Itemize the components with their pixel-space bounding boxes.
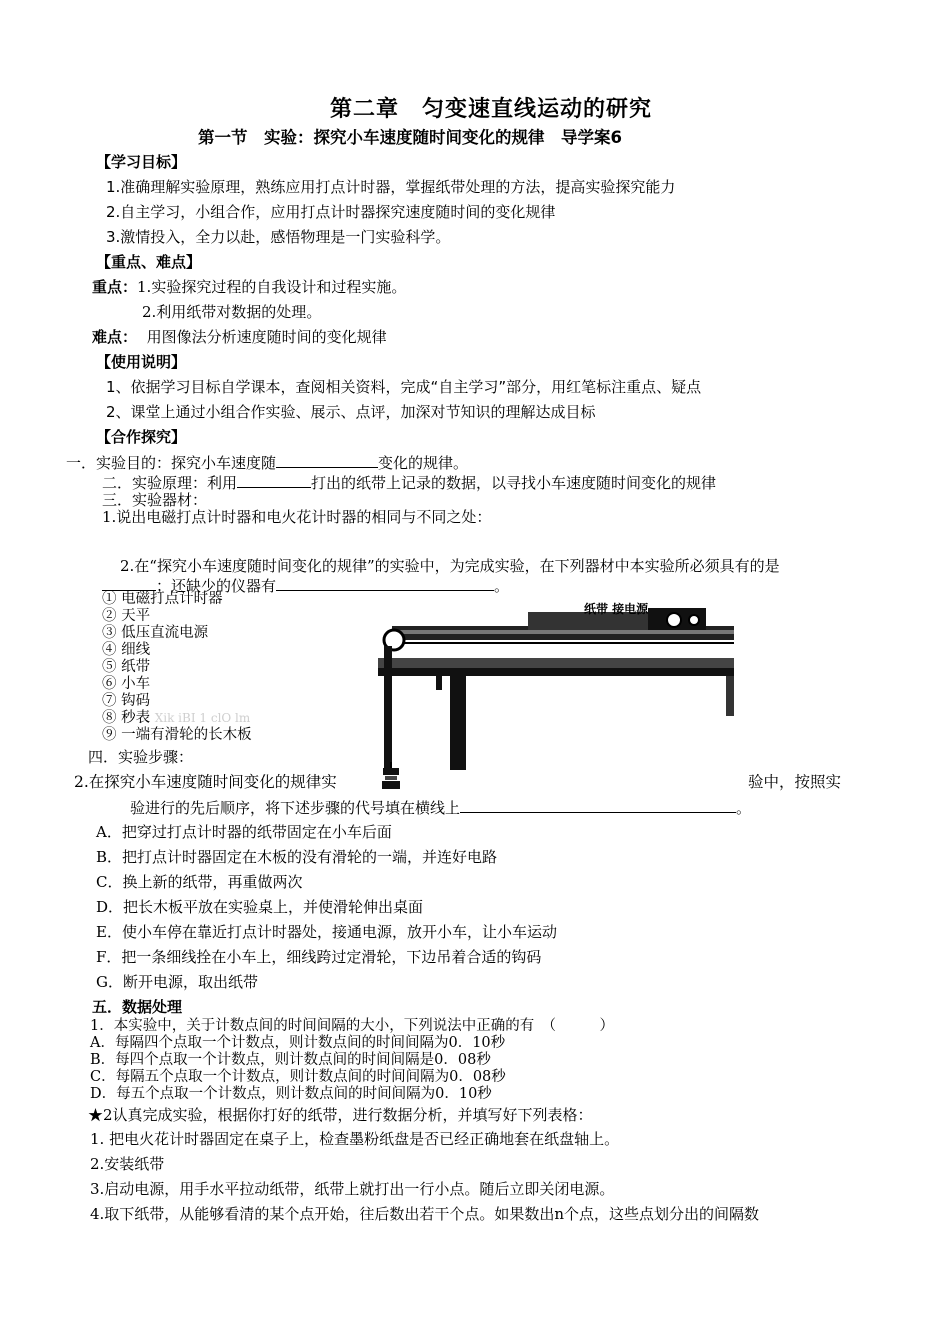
- equipment-item: ① 电磁打点计时器: [102, 591, 223, 607]
- data-option-d: D．每五个点取一个计数点，则计数点间的时间间隔为0．10秒: [90, 1086, 492, 1102]
- usage-heading: 【使用说明】: [96, 353, 187, 371]
- keypoints-heading: 【重点、难点】: [96, 253, 202, 271]
- principle-line: 二．实验原理：利用 打出的纸带上记录的数据，以寻找小车速度随时间变化的规律: [102, 474, 717, 492]
- equipment-item: ⑦ 钩码: [102, 693, 151, 709]
- step-item: D．把长木板平放在实验桌上，并使滑轮伸出桌面: [96, 898, 424, 916]
- chapter-title: 第二章 匀变速直线运动的研究: [330, 97, 653, 122]
- figure-label: 纸带 接电源: [584, 602, 649, 616]
- goal-item: 3.激情投入，全力以赴，感悟物理是一门实验科学。: [106, 228, 451, 246]
- equipment-heading: 三．实验器材：: [102, 491, 208, 509]
- steps-heading: 四．实验步骤：: [88, 748, 194, 766]
- steps-intro-line2: 验进行的先后顺序，将下述步骤的代号填在横线上 。: [130, 799, 752, 817]
- data-question-1: 1．本实验中，关于计数点间的时间间隔的大小，下列说法中正确的有 （ ）: [90, 1018, 614, 1034]
- goals-heading: 【学习目标】: [96, 153, 187, 171]
- hard-text: 用图像法分析速度随时间的变化规律: [146, 328, 387, 346]
- step-item: B．把打点计时器固定在木板的没有滑轮的一端，并连好电路: [96, 848, 498, 866]
- key-item: 2.利用纸带对数据的处理。: [142, 303, 322, 321]
- section-title: 第一节 实验：探究小车速度随时间变化的规律 导学案6: [198, 128, 622, 147]
- step-item: E．使小车停在靠近打点计时器处，接通电源，放开小车，让小车运动: [96, 923, 557, 941]
- usage-item: 2、课堂上通过小组合作实验、展示、点评，加深对节知识的理解达成目标: [106, 403, 596, 421]
- hard-label: 难点：: [92, 328, 138, 346]
- data-option-a: A．每隔四个点取一个计数点，则计数点间的时间间隔为0．10秒: [90, 1035, 506, 1051]
- apparatus-drawing: [378, 598, 734, 770]
- data-heading: 五．数据处理: [92, 998, 183, 1016]
- explore-heading: 【合作探究】: [96, 428, 187, 446]
- procedure-step: 3.启动电源，用手水平拉动纸带，纸带上就打出一行小点。随后立即关闭电源。: [90, 1180, 615, 1198]
- goal-item: 2.自主学习，小组合作，应用打点计时器探究速度随时间的变化规律: [106, 203, 556, 221]
- apparatus-figure: [378, 598, 734, 770]
- steps-order-blank[interactable]: [460, 798, 736, 813]
- goal-item: 1.准确理解实验原理，熟练应用打点计时器，掌握纸带处理的方法，提高实验探究能力: [106, 178, 676, 196]
- purpose-blank[interactable]: [276, 453, 378, 468]
- faint-text: Xik iBI 1 clO lm: [154, 711, 251, 725]
- missing-equipment-blank[interactable]: [276, 576, 494, 591]
- procedure-step: 1. 把电火花计时器固定在桌子上，检查墨粉纸盘是否已经正确地套在纸盘轴上。: [90, 1130, 620, 1148]
- procedure-step: 2.安装纸带: [90, 1155, 165, 1173]
- usage-item: 1、依据学习目标自学课本，查阅相关资料，完成“自主学习”部分，用红笔标注重点、疑点: [106, 378, 702, 396]
- data-option-c: C．每隔五个点取一个计数点，则计数点间的时间间隔为0．08秒: [90, 1069, 506, 1085]
- equipment-item: ⑤ 纸带: [102, 659, 151, 675]
- question-1: 1.说出电磁打点计时器和电火花计时器的相同与不同之处：: [102, 508, 492, 526]
- question-2-blanks: ；还缺少的仪器有 。: [102, 576, 509, 595]
- step-item: C．换上新的纸带，再重做两次: [96, 873, 303, 891]
- principle-blank[interactable]: [237, 473, 311, 488]
- equipment-item: ④ 细线: [102, 642, 151, 658]
- data-option-b: B．每四个点取一个计数点，则计数点间的时间间隔是0．08秒: [90, 1052, 491, 1068]
- equipment-item: ③ 低压直流电源: [102, 625, 209, 641]
- steps-intro-right: 验中，按照实: [748, 773, 842, 791]
- hard-points: [92, 328, 387, 346]
- step-item: G．断开电源，取出纸带: [96, 973, 258, 991]
- purpose-line: 一．实验目的：探究小车速度随 变化的规律。: [66, 454, 469, 472]
- key-points: [92, 278, 406, 296]
- required-equipment-blank[interactable]: [102, 576, 156, 591]
- procedure-step: 4.取下纸带，从能够看清的某个点开始，往后数出若干个点。如果数出n个点，这些点划分出的间隔数: [90, 1205, 759, 1223]
- step-item: F．把一条细线拴在小车上，细线跨过定滑轮，下边吊着合适的钩码: [96, 948, 542, 966]
- steps-intro: 2.在探究小车速度随时间变化的规律实: [74, 773, 337, 791]
- hook-weight-icon: [380, 762, 402, 790]
- equipment-item: ⑨ 一端有滑轮的长木板: [102, 727, 252, 743]
- equipment-item: ⑥ 小车: [102, 676, 151, 692]
- key-label: 重点：: [92, 278, 138, 296]
- equipment-item: ② 天平: [102, 608, 151, 624]
- question-2: 2.在“探究小车速度随时间变化的规律”的实验中，为完成实验，在下列器材中本实验所必须具有的是: [120, 557, 780, 575]
- equipment-item: ⑧ 秒表 Xik iBI 1 clO lm: [102, 710, 251, 726]
- data-question-2: ★2认真完成实验，根据你打好的纸带，进行数据分析，并填写好下列表格：: [88, 1106, 593, 1124]
- step-item: A．把穿过打点计时器的纸带固定在小车后面: [96, 823, 392, 841]
- key-item: 1.实验探究过程的自我设计和过程实施。: [137, 278, 407, 296]
